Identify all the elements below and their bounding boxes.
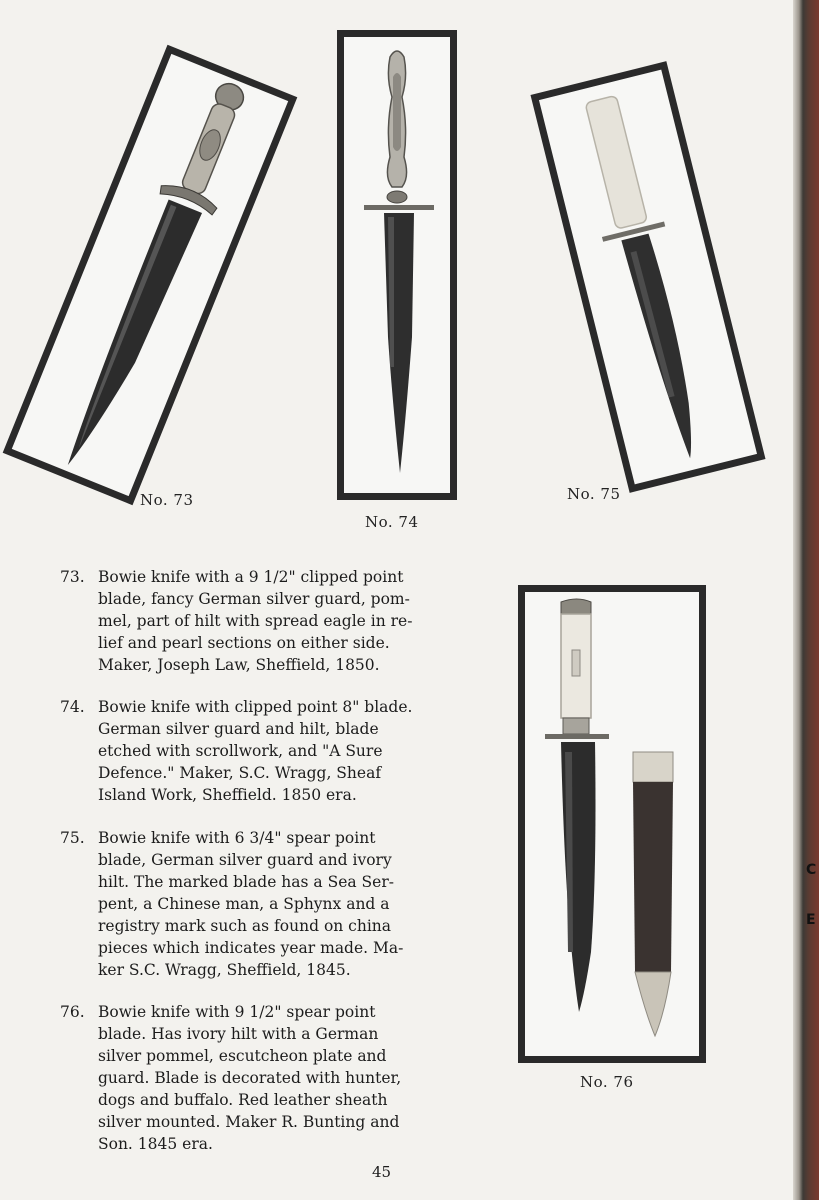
entry-line: mel, part of hilt with spread eagle in re- — [98, 612, 413, 630]
entry-line: guard. Blade is decorated with hunter, — [98, 1069, 402, 1087]
entry-line: Bowie knife with clipped point 8" blade. — [98, 698, 413, 716]
caption-no-76: No. 76 — [580, 1073, 634, 1091]
knife-73-illustration — [12, 54, 288, 496]
caption-no-75: No. 75 — [567, 485, 621, 503]
entry-line: German silver guard and hilt, blade — [98, 720, 379, 738]
entry-number: 73. — [60, 568, 85, 586]
entry-line: pent, a Chinese man, a Sphynx and a — [98, 895, 390, 913]
entry-number: 76. — [60, 1003, 85, 1021]
entry-line: lief and pearl sections on either side. — [98, 634, 390, 652]
entry-line: ker S.C. Wragg, Sheffield, 1845. — [98, 961, 351, 979]
entry-line: silver pommel, escutcheon plate and — [98, 1047, 387, 1065]
entry-line: hilt. The marked blade has a Sea Ser- — [98, 873, 394, 891]
entry-line: Maker, Joseph Law, Sheffield, 1850. — [98, 656, 380, 674]
entry-line: Son. 1845 era. — [98, 1135, 213, 1153]
entry-line: Island Work, Sheffield. 1850 era. — [98, 786, 357, 804]
figure-74-photo — [337, 30, 457, 500]
entry-line: silver mounted. Maker R. Bunting and — [98, 1113, 400, 1131]
page-edge — [793, 0, 819, 1200]
edge-mark-e: E — [806, 912, 816, 928]
entry-76 — [60, 1001, 450, 1155]
entry-text — [98, 827, 450, 981]
knife-75-illustration — [539, 70, 757, 485]
entry-73 — [60, 566, 450, 676]
entry-number: 75. — [60, 829, 85, 847]
entry-74 — [60, 696, 450, 806]
entry-75 — [60, 827, 450, 981]
entry-line: Bowie knife with 6 3/4" spear point — [98, 829, 376, 847]
edge-mark-c: C — [806, 862, 817, 878]
entry-line: dogs and buffalo. Red leather sheath — [98, 1091, 388, 1109]
entry-line: Bowie knife with 9 1/2" spear point — [98, 1003, 376, 1021]
entry-line: blade, German silver guard and ivory — [98, 851, 392, 869]
entry-line: blade, fancy German silver guard, pom- — [98, 590, 410, 608]
figure-76-photo — [518, 585, 706, 1063]
entry-line: etched with scrollwork, and "A Sure — [98, 742, 383, 760]
entry-text — [98, 1001, 450, 1155]
page-number: 45 — [372, 1163, 392, 1181]
figure-75-photo — [530, 61, 765, 493]
knife-76-illustration — [525, 592, 699, 1056]
entry-text — [98, 696, 450, 806]
figure-73-photo — [3, 45, 298, 505]
caption-no-73: No. 73 — [140, 491, 194, 509]
entry-number: 74. — [60, 698, 85, 716]
knife-74-illustration — [344, 37, 450, 493]
entry-line: Defence." Maker, S.C. Wragg, Sheaf — [98, 764, 382, 782]
entry-line: blade. Has ivory hilt with a German — [98, 1025, 379, 1043]
entry-line: pieces which indicates year made. Ma- — [98, 939, 404, 957]
caption-no-74: No. 74 — [365, 513, 419, 531]
entry-text — [98, 566, 450, 676]
entry-line: Bowie knife with a 9 1/2" clipped point — [98, 568, 404, 586]
entry-line: registry mark such as found on china — [98, 917, 392, 935]
